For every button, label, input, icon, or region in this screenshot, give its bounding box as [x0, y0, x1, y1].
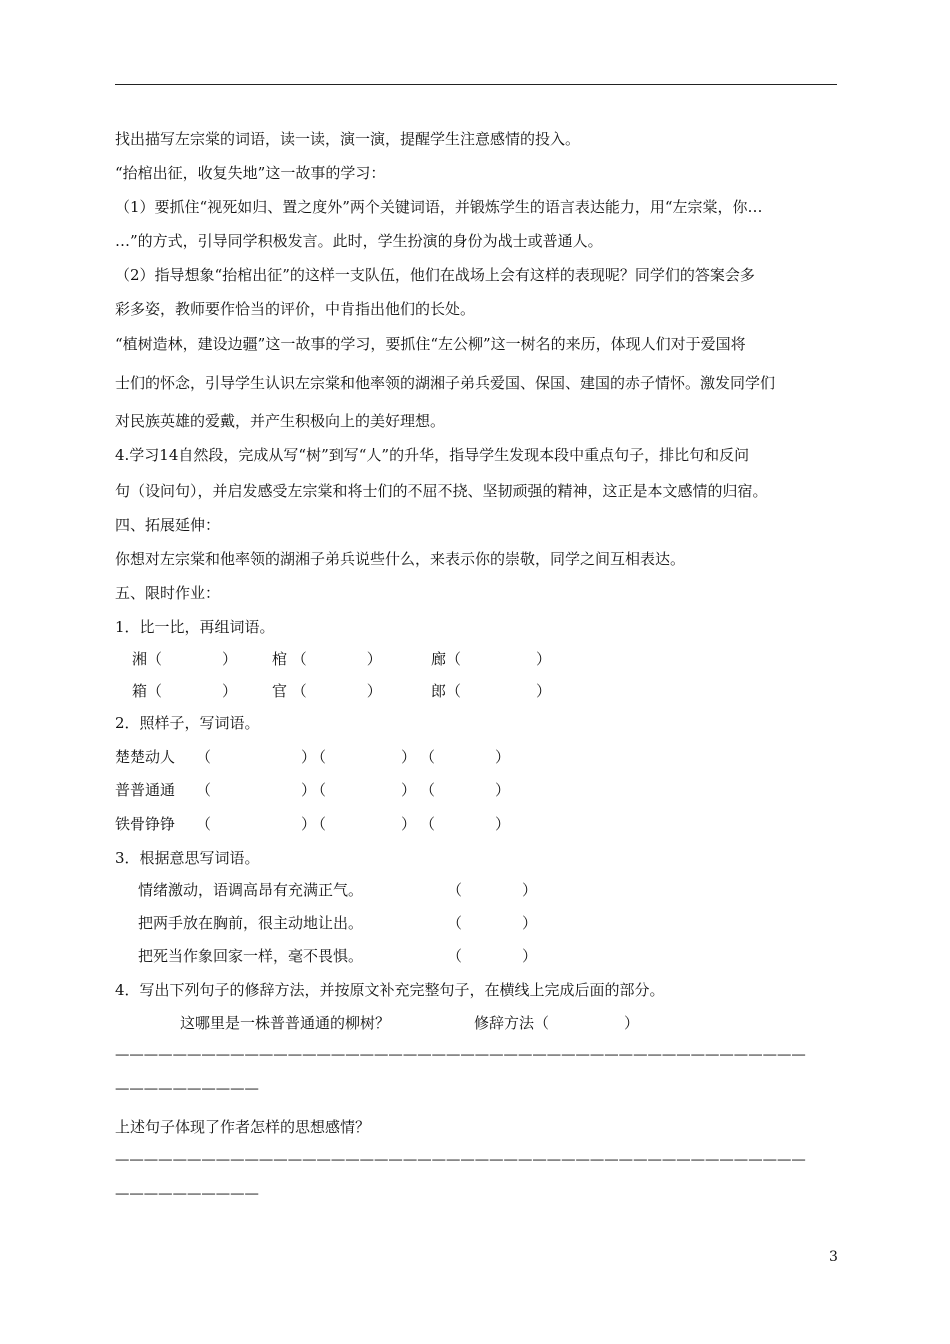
question-title: 4．写出下列句子的修辞方法，并按原文补充完整句子，在横线上完成后面的部分。 [115, 981, 665, 999]
fill-blank[interactable]: （ ） [420, 815, 511, 833]
fill-blank[interactable]: 郎（ ） [431, 682, 552, 700]
paragraph: （1）要抓住“视死如归、置之度外”两个关键词语，并锻炼学生的语言表达能力，用“左宗棠，你… [115, 198, 763, 216]
example-word: 楚楚动人 [115, 748, 176, 766]
definition-text: 把死当作象回家一样，毫不畏惧。 [138, 947, 364, 965]
q4-method-blank[interactable]: 修辞方法（ ） [474, 1014, 640, 1032]
paragraph: 士们的怀念，引导学生认识左宗棠和他率领的湖湘子弟兵爱国、保国、建国的赤子情怀。激发同学们 [115, 374, 776, 392]
fill-blank[interactable]: （ ） [196, 748, 317, 766]
definition-text: 把两手放在胸前，很主动地让出。 [138, 914, 364, 932]
fill-blank[interactable]: （ ） [447, 914, 538, 932]
answer-line[interactable]: ———————————————————————————————————————————————— [115, 1047, 806, 1063]
fill-blank[interactable]: 廊（ ） [431, 650, 552, 668]
paragraph: …”的方式，引导同学积极发言。此时，学生扮演的身份为战士或普通人。 [115, 232, 603, 250]
fill-blank[interactable]: （ ） [420, 748, 511, 766]
paragraph: 你想对左宗棠和他率领的湖湘子弟兵说些什么，来表示你的崇敬，同学之间互相表达。 [115, 550, 686, 568]
paragraph: “植树造林，建设边疆”这一故事的学习，要抓住“左公柳”这一树名的来历，体现人们对于爱国将 [115, 335, 746, 353]
definition-text: 情绪激动，语调高昂有充满正气。 [138, 881, 364, 899]
fill-blank[interactable]: （ ） [311, 748, 417, 766]
example-word: 铁骨铮铮 [115, 815, 176, 833]
answer-line[interactable]: —————————— [115, 1081, 259, 1097]
header-rule [115, 84, 837, 85]
fill-blank[interactable]: （ ） [420, 781, 511, 799]
question-title: 1．比一比，再组词语。 [115, 618, 275, 636]
q4-question: 上述句子体现了作者怎样的思想感情？ [115, 1118, 371, 1136]
section-heading: 五、限时作业： [115, 584, 221, 602]
paragraph: 彩多姿，教师要作恰当的评价，中肯指出他们的长处。 [115, 300, 476, 318]
answer-line[interactable]: ———————————————————————————————————————————————— [115, 1152, 806, 1168]
fill-blank[interactable]: （ ） [447, 947, 538, 965]
fill-blank[interactable]: （ ） [196, 815, 317, 833]
q4-sentence: 这哪里是一株普普通通的柳树？ [180, 1014, 391, 1032]
paragraph: 对民族英雄的爱戴，并产生积极向上的美好理想。 [115, 412, 446, 430]
fill-blank[interactable]: 湘（ ） [132, 650, 238, 668]
question-title: 3．根据意思写词语。 [115, 849, 260, 867]
paragraph: 4.学习14自然段，完成从写“树”到写“人”的升华，指导学生发现本段中重点句子，排比句和反问 [115, 446, 750, 464]
paragraph: 句（设问句），并启发感受左宗棠和将士们的不屈不挠、坚韧顽强的精神，这正是本文感情的归宿。 [115, 482, 768, 500]
fill-blank[interactable]: 棺 （ ） [272, 650, 382, 668]
question-title: 2．照样子，写词语。 [115, 714, 260, 732]
paragraph: （2）指导想象“抬棺出征”的这样一支队伍，他们在战场上会有这样的表现呢？同学们的答案会多 [115, 266, 755, 284]
page-number: 3 [829, 1249, 838, 1265]
paragraph: “抬棺出征，收复失地”这一故事的学习： [115, 164, 386, 182]
paragraph: 找出描写左宗棠的词语，读一读，演一演，提醒学生注意感情的投入。 [115, 130, 581, 148]
fill-blank[interactable]: （ ） [311, 815, 417, 833]
section-heading: 四、拓展延伸： [115, 516, 221, 534]
fill-blank[interactable]: （ ） [311, 781, 417, 799]
fill-blank[interactable]: （ ） [196, 781, 317, 799]
example-word: 普普通通 [115, 781, 176, 799]
fill-blank[interactable]: 官 （ ） [272, 682, 382, 700]
answer-line[interactable]: —————————— [115, 1186, 259, 1202]
fill-blank[interactable]: 箱（ ） [132, 682, 238, 700]
fill-blank[interactable]: （ ） [447, 881, 538, 899]
